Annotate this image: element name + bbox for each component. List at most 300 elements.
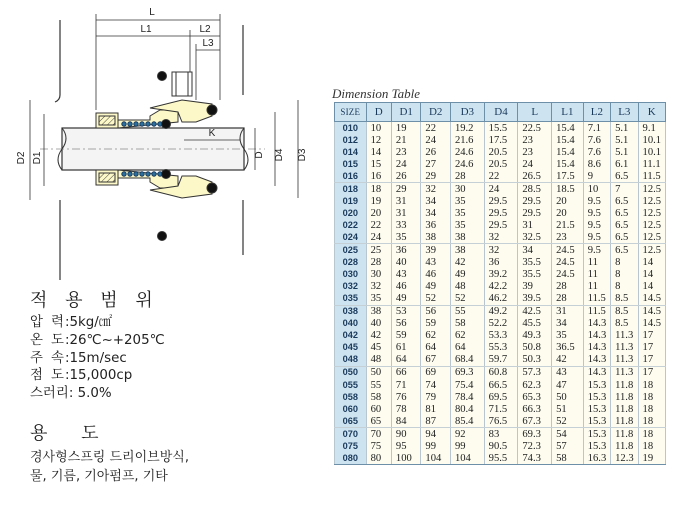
table-cell: 48 xyxy=(366,354,391,367)
table-cell: 35 xyxy=(450,195,484,207)
table-cell: 11.3 xyxy=(611,342,638,354)
table-cell: 58 xyxy=(366,391,391,403)
table-cell: 32 xyxy=(366,281,391,293)
table-cell: 14.3 xyxy=(583,342,610,354)
size-cell: 015 xyxy=(335,158,367,170)
table-cell: 39 xyxy=(421,244,451,257)
table-cell: 56 xyxy=(421,305,451,318)
table-cell: 46.2 xyxy=(484,293,518,306)
table-row xyxy=(335,415,666,428)
table-cell: 11.5 xyxy=(638,170,665,183)
table-cell: 14.5 xyxy=(638,293,665,306)
dim-label-d1: D1 xyxy=(32,151,43,165)
table-cell: 28 xyxy=(552,293,584,306)
column-header-l: L xyxy=(518,103,552,122)
table-cell: 28.5 xyxy=(518,183,552,196)
table-cell: 85.4 xyxy=(450,415,484,428)
table-cell: 14.3 xyxy=(583,318,610,330)
table-cell: 95 xyxy=(391,440,421,452)
table-cell: 56 xyxy=(391,318,421,330)
dim-label-d3: D3 xyxy=(297,148,308,162)
table-cell: 17 xyxy=(638,354,665,367)
column-header-size: SIZE xyxy=(335,103,367,122)
table-cell: 65 xyxy=(366,415,391,428)
table-cell: 15.4 xyxy=(552,134,584,146)
table-cell: 38 xyxy=(450,244,484,257)
table-cell: 12.3 xyxy=(611,452,638,465)
table-cell: 15.3 xyxy=(583,440,610,452)
size-cell: 020 xyxy=(335,207,367,219)
table-cell: 20 xyxy=(552,207,584,219)
table-cell: 43 xyxy=(391,269,421,281)
spec-item xyxy=(30,385,330,403)
table-cell: 31 xyxy=(518,219,552,231)
table-cell: 55 xyxy=(366,379,391,391)
table-row xyxy=(335,293,666,306)
dim-label-l2: L2 xyxy=(199,24,211,35)
table-row xyxy=(335,158,666,170)
table-cell: 45 xyxy=(366,342,391,354)
table-cell: 24.5 xyxy=(552,244,584,257)
table-cell: 14 xyxy=(638,281,665,293)
table-cell: 67 xyxy=(421,354,451,367)
dim-label-d2: D2 xyxy=(16,151,27,165)
seal-assembly-upper xyxy=(96,72,217,129)
table-cell: 8.6 xyxy=(583,158,610,170)
table-cell: 32 xyxy=(484,231,518,244)
table-cell: 40 xyxy=(366,318,391,330)
table-cell: 11.8 xyxy=(611,391,638,403)
table-row xyxy=(335,330,666,342)
table-cell: 26.5 xyxy=(518,170,552,183)
table-cell: 43 xyxy=(421,257,451,269)
seal-assembly-lower xyxy=(96,170,217,241)
table-cell: 59 xyxy=(391,330,421,342)
table-cell: 68.4 xyxy=(450,354,484,367)
table-cell: 57 xyxy=(552,440,584,452)
table-cell: 19 xyxy=(366,195,391,207)
table-cell: 62 xyxy=(421,330,451,342)
column-header-d1: D1 xyxy=(391,103,421,122)
table-cell: 6.5 xyxy=(611,195,638,207)
table-cell: 66.3 xyxy=(518,403,552,415)
spec-label: 온 도 xyxy=(30,332,64,348)
table-cell: 12.5 xyxy=(638,244,665,257)
size-cell: 032 xyxy=(335,281,367,293)
table-cell: 94 xyxy=(421,428,451,441)
table-cell: 18 xyxy=(638,391,665,403)
table-cell: 71 xyxy=(391,379,421,391)
table-cell: 53.3 xyxy=(484,330,518,342)
table-cell: 5.1 xyxy=(611,146,638,158)
table-cell: 8 xyxy=(611,281,638,293)
table-cell: 24 xyxy=(421,134,451,146)
size-cell: 025 xyxy=(335,244,367,257)
table-cell: 67.3 xyxy=(518,415,552,428)
table-cell: 6.5 xyxy=(611,170,638,183)
table-cell: 15 xyxy=(366,158,391,170)
table-cell: 53 xyxy=(391,305,421,318)
table-cell: 87 xyxy=(421,415,451,428)
table-cell: 36.5 xyxy=(552,342,584,354)
table-cell: 66.5 xyxy=(484,379,518,391)
table-cell: 58 xyxy=(552,452,584,465)
table-cell: 78.4 xyxy=(450,391,484,403)
table-cell: 52 xyxy=(552,415,584,428)
column-header-l3: L3 xyxy=(611,103,638,122)
table-cell: 32 xyxy=(421,183,451,196)
table-cell: 31 xyxy=(391,207,421,219)
table-cell: 14 xyxy=(638,269,665,281)
table-cell: 34 xyxy=(518,244,552,257)
table-cell: 55 xyxy=(450,305,484,318)
table-cell: 18 xyxy=(638,379,665,391)
table-cell: 5.1 xyxy=(611,134,638,146)
table-cell: 64 xyxy=(391,354,421,367)
table-cell: 36 xyxy=(421,219,451,231)
table-cell: 14 xyxy=(366,146,391,158)
table-cell: 40 xyxy=(391,257,421,269)
table-cell: 7.1 xyxy=(583,122,610,135)
table-cell: 34 xyxy=(421,207,451,219)
table-row xyxy=(335,305,666,318)
table-cell: 49 xyxy=(450,269,484,281)
table-cell: 15.3 xyxy=(583,391,610,403)
table-cell: 9.5 xyxy=(583,244,610,257)
shaft xyxy=(40,128,265,170)
table-row xyxy=(335,452,666,465)
size-cell: 050 xyxy=(335,366,367,379)
table-cell: 38 xyxy=(366,305,391,318)
table-cell: 8 xyxy=(611,257,638,269)
table-cell: 29 xyxy=(391,183,421,196)
table-cell: 6.1 xyxy=(611,158,638,170)
table-cell: 16 xyxy=(366,170,391,183)
size-cell: 010 xyxy=(335,122,367,135)
table-cell: 34 xyxy=(421,195,451,207)
table-row xyxy=(335,281,666,293)
table-cell: 5.1 xyxy=(611,122,638,135)
table-cell: 17 xyxy=(638,330,665,342)
table-cell: 14.3 xyxy=(583,366,610,379)
table-cell: 11.8 xyxy=(611,379,638,391)
table-cell: 24 xyxy=(518,158,552,170)
table-cell: 32.5 xyxy=(518,231,552,244)
table-cell: 34 xyxy=(552,318,584,330)
table-cell: 22.5 xyxy=(518,122,552,135)
table-cell: 12 xyxy=(366,134,391,146)
table-cell: 38 xyxy=(450,231,484,244)
table-cell: 14 xyxy=(638,257,665,269)
table-cell: 19.2 xyxy=(450,122,484,135)
table-cell: 18 xyxy=(638,415,665,428)
table-cell: 14.3 xyxy=(583,330,610,342)
table-cell: 8 xyxy=(611,269,638,281)
table-cell: 10.1 xyxy=(638,134,665,146)
spec-item xyxy=(30,367,330,385)
table-cell: 10 xyxy=(366,122,391,135)
table-cell: 18.5 xyxy=(552,183,584,196)
table-cell: 12.5 xyxy=(638,207,665,219)
table-cell: 104 xyxy=(421,452,451,465)
table-cell: 49.2 xyxy=(484,305,518,318)
table-cell: 9.5 xyxy=(583,231,610,244)
table-cell: 48 xyxy=(450,281,484,293)
table-cell: 49.3 xyxy=(518,330,552,342)
table-cell: 23 xyxy=(518,134,552,146)
table-row xyxy=(335,231,666,244)
table-cell: 11.3 xyxy=(611,330,638,342)
table-row xyxy=(335,207,666,219)
table-cell: 20.5 xyxy=(484,146,518,158)
table-cell: 28 xyxy=(552,281,584,293)
dim-label-d: D xyxy=(254,151,265,159)
table-cell: 75 xyxy=(366,440,391,452)
table-cell: 15.3 xyxy=(583,415,610,428)
table-cell: 50.3 xyxy=(518,354,552,367)
table-cell: 35 xyxy=(391,231,421,244)
table-cell: 50 xyxy=(366,366,391,379)
spec-label: 점 도 xyxy=(30,368,64,384)
table-cell: 24.6 xyxy=(450,146,484,158)
table-cell: 35.5 xyxy=(518,257,552,269)
table-cell: 12.5 xyxy=(638,183,665,196)
table-cell: 8.5 xyxy=(611,318,638,330)
table-cell: 11.8 xyxy=(611,415,638,428)
table-cell: 15.4 xyxy=(552,158,584,170)
table-cell: 7.6 xyxy=(583,146,610,158)
size-cell: 055 xyxy=(335,379,367,391)
table-cell: 10.1 xyxy=(638,146,665,158)
size-cell: 065 xyxy=(335,415,367,428)
table-row xyxy=(335,146,666,158)
seal-cross-section-drawing xyxy=(0,0,330,280)
table-cell: 11 xyxy=(583,281,610,293)
table-cell: 17.5 xyxy=(552,170,584,183)
column-header-l1: L1 xyxy=(552,103,584,122)
table-cell: 52 xyxy=(450,293,484,306)
table-cell: 83 xyxy=(484,428,518,441)
table-cell: 42.2 xyxy=(484,281,518,293)
table-cell: 21 xyxy=(391,134,421,146)
table-row xyxy=(335,244,666,257)
size-cell: 016 xyxy=(335,170,367,183)
column-header-d: D xyxy=(366,103,391,122)
table-row xyxy=(335,257,666,269)
table-cell: 76.5 xyxy=(484,415,518,428)
table-row xyxy=(335,183,666,196)
table-cell: 12.5 xyxy=(638,219,665,231)
table-cell: 21.6 xyxy=(450,134,484,146)
table-cell: 11.3 xyxy=(611,366,638,379)
table-cell: 8.5 xyxy=(611,305,638,318)
table-cell: 79 xyxy=(421,391,451,403)
table-cell: 24.5 xyxy=(552,257,584,269)
table-cell: 31 xyxy=(552,305,584,318)
spec-list xyxy=(30,314,330,403)
table-cell: 15.5 xyxy=(484,122,518,135)
table-cell: 38 xyxy=(421,231,451,244)
table-row xyxy=(335,366,666,379)
table-cell: 43 xyxy=(552,366,584,379)
table-cell: 47 xyxy=(552,379,584,391)
table-cell: 18 xyxy=(638,428,665,441)
table-cell: 35 xyxy=(552,330,584,342)
size-cell: 022 xyxy=(335,219,367,231)
table-cell: 42 xyxy=(552,354,584,367)
size-cell: 024 xyxy=(335,231,367,244)
table-cell: 99 xyxy=(450,440,484,452)
table-cell: 51 xyxy=(552,403,584,415)
table-cell: 14.3 xyxy=(583,354,610,367)
table-cell: 66 xyxy=(391,366,421,379)
spec-label: 주 속 xyxy=(30,350,64,366)
spec-item xyxy=(30,350,330,368)
table-cell: 90.5 xyxy=(484,440,518,452)
size-cell: 080 xyxy=(335,452,367,465)
table-cell: 35 xyxy=(450,219,484,231)
table-cell: 26 xyxy=(391,170,421,183)
table-cell: 18 xyxy=(366,183,391,196)
table-cell: 65.3 xyxy=(518,391,552,403)
table-cell: 29.5 xyxy=(484,195,518,207)
table-cell: 6.5 xyxy=(611,244,638,257)
table-cell: 30 xyxy=(366,269,391,281)
table-cell: 21.5 xyxy=(552,219,584,231)
table-cell: 23 xyxy=(518,146,552,158)
table-cell: 64 xyxy=(450,342,484,354)
table-cell: 20 xyxy=(366,207,391,219)
table-cell: 69.5 xyxy=(484,391,518,403)
table-cell: 33 xyxy=(391,219,421,231)
table-cell: 6.5 xyxy=(611,231,638,244)
use-description xyxy=(30,448,330,486)
table-cell: 42.5 xyxy=(518,305,552,318)
table-cell: 49 xyxy=(421,281,451,293)
table-cell: 54 xyxy=(552,428,584,441)
size-cell: 012 xyxy=(335,134,367,146)
table-cell: 29.5 xyxy=(484,207,518,219)
table-cell: 62.3 xyxy=(518,379,552,391)
table-cell: 50 xyxy=(552,391,584,403)
spec-label: 스러리 xyxy=(30,386,69,402)
table-cell: 70 xyxy=(366,428,391,441)
table-cell: 9.5 xyxy=(583,207,610,219)
spec-value: : 5.0% xyxy=(68,386,112,402)
table-row xyxy=(335,195,666,207)
table-cell: 26 xyxy=(421,146,451,158)
table-cell: 64 xyxy=(421,342,451,354)
table-cell: 15.4 xyxy=(552,122,584,135)
table-cell: 35.5 xyxy=(518,269,552,281)
table-cell: 23 xyxy=(552,231,584,244)
table-cell: 29.5 xyxy=(518,207,552,219)
table-cell: 15.3 xyxy=(583,403,610,415)
table-cell: 58 xyxy=(450,318,484,330)
size-cell: 018 xyxy=(335,183,367,196)
table-header-row xyxy=(335,103,666,122)
size-cell: 070 xyxy=(335,428,367,441)
table-cell: 69 xyxy=(421,366,451,379)
table-cell: 11.8 xyxy=(611,440,638,452)
table-cell: 29.5 xyxy=(518,195,552,207)
table-row xyxy=(335,122,666,135)
table-cell: 80 xyxy=(366,452,391,465)
spec-value: :5kg/㎠ xyxy=(65,315,113,330)
table-cell: 28 xyxy=(366,257,391,269)
table-cell: 57.3 xyxy=(518,366,552,379)
table-cell: 15.4 xyxy=(552,146,584,158)
table-cell: 9.1 xyxy=(638,122,665,135)
spec-item xyxy=(30,332,330,350)
table-cell: 19 xyxy=(638,452,665,465)
table-cell: 46 xyxy=(391,281,421,293)
table-cell: 29.5 xyxy=(484,219,518,231)
table-cell: 39 xyxy=(518,281,552,293)
table-cell: 76 xyxy=(391,391,421,403)
table-cell: 24 xyxy=(366,231,391,244)
table-cell: 39.5 xyxy=(518,293,552,306)
table-cell: 11.5 xyxy=(583,293,610,306)
table-cell: 78 xyxy=(391,403,421,415)
size-cell: 048 xyxy=(335,354,367,367)
table-cell: 24.5 xyxy=(552,269,584,281)
table-cell: 7 xyxy=(611,183,638,196)
table-row xyxy=(335,391,666,403)
table-cell: 35 xyxy=(366,293,391,306)
table-cell: 24 xyxy=(391,158,421,170)
table-cell: 15.3 xyxy=(583,428,610,441)
spec-value: :15m/sec xyxy=(65,350,127,366)
size-cell: 060 xyxy=(335,403,367,415)
table-cell: 8.5 xyxy=(611,293,638,306)
table-row xyxy=(335,379,666,391)
application-range-title: 적 용 범 위 xyxy=(30,290,159,311)
table-cell: 22 xyxy=(366,219,391,231)
table-cell: 17 xyxy=(638,366,665,379)
table-cell: 99 xyxy=(421,440,451,452)
dim-label-l1: L1 xyxy=(140,24,152,35)
table-cell: 11.3 xyxy=(611,354,638,367)
table-cell: 31 xyxy=(391,195,421,207)
column-header-d4: D4 xyxy=(484,103,518,122)
table-cell: 55.3 xyxy=(484,342,518,354)
table-cell: 6.5 xyxy=(611,207,638,219)
table-cell: 59.7 xyxy=(484,354,518,367)
table-cell: 69.3 xyxy=(450,366,484,379)
table-cell: 80.4 xyxy=(450,403,484,415)
size-cell: 028 xyxy=(335,257,367,269)
dim-label-d4: D4 xyxy=(274,148,285,162)
table-cell: 9.5 xyxy=(583,195,610,207)
table-cell: 49 xyxy=(391,293,421,306)
table-cell: 11.8 xyxy=(611,428,638,441)
table-cell: 81 xyxy=(421,403,451,415)
use-title: 용 도 xyxy=(30,423,113,444)
table-cell: 45.5 xyxy=(518,318,552,330)
table-cell: 11 xyxy=(583,257,610,269)
dim-label-l3: L3 xyxy=(202,38,214,49)
table-cell: 52.2 xyxy=(484,318,518,330)
table-row xyxy=(335,318,666,330)
use-line: 물, 기름, 기아펌프, 기타 xyxy=(30,469,168,484)
table-cell: 11.5 xyxy=(583,305,610,318)
table-row xyxy=(335,428,666,441)
column-header-l2: L2 xyxy=(583,103,610,122)
size-cell: 040 xyxy=(335,318,367,330)
spec-item xyxy=(30,314,330,332)
table-cell: 25 xyxy=(366,244,391,257)
